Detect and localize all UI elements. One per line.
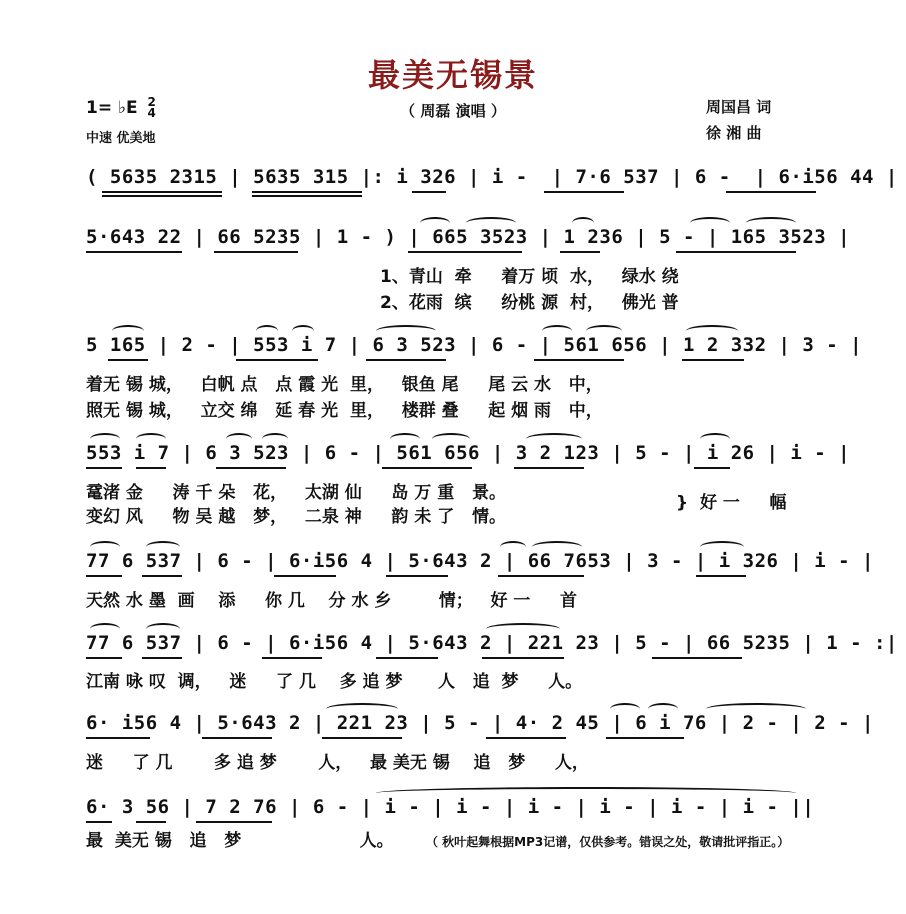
tempo-marking: 中速 优美地 <box>86 131 156 146</box>
notation-line-8: 6· 3 56 | 7 2 76 | 6 - | i - | i - | i - | i - | i - | i - || <box>86 796 822 846</box>
lyric-verse-2-line-1: 2、花雨 缤 纷桃 源 村， 佛光 普 <box>380 293 679 313</box>
notation-line-7: 6· i56 4 | 5·643 2 | 221 23 | 5 - | 4· 2 45 | 6 i 76 | 2 - | 2 - | <box>86 712 822 762</box>
singer-credit: （ 周磊 演唱 ） <box>400 102 506 120</box>
lyric-verse-1-line-1: 1、青山 牵 着万 顷 水， 绿水 绕 <box>380 267 679 287</box>
lyric-verse-1-line-3: 鼋渚 金 涛 千 朵 花， 太湖 仙 岛 万 重 景。 <box>86 483 506 503</box>
notation-line-5: 77 6 537 | 6 - | 6·i56 4 | 5·643 2 | 66 7653 | 3 - | i 326 | i - | <box>86 550 822 600</box>
lyric-line-7: 迷 了 几 多 追 梦 人， 最 美无 锡 追 梦 人， <box>86 753 589 773</box>
notation-line-4: 553 i 7 | 6 3 523 | 6 - | 561 656 | 3 2 123 | 5 - | i 26 | i - | <box>86 442 822 492</box>
composer-credit: 徐 湘 曲 <box>706 124 762 142</box>
lyric-verse-1-line-2: 着无 锡 城， 白帆 点 点 霞 光 里， 银鱼 尾 尾 云 水 中， <box>86 375 603 395</box>
notation-line-1: ( 5635 2315 | 5635 315 |: i 326 | i - | 7·6 537 | 6 - | 6·i56 44 | <box>86 166 822 216</box>
notation-line-6: 77 6 537 | 6 - | 6·i56 4 | 5·643 2 | 221 23 | 5 - | 66 5235 | 1 - :| <box>86 632 822 682</box>
lyric-line-6: 江南 咏 叹 调， 迷 了 几 多 追 梦 人 追 梦 人。 <box>86 672 583 692</box>
lyric-verse-2-line-2: 照无 锡 城， 立交 绵 延 春 光 里， 楼群 叠 起 烟 雨 中， <box>86 401 603 421</box>
time-signature: 2 4 <box>147 95 156 120</box>
transcription-note: （ 秋叶起舞根据MP3记谱，仅供参考。错误之处，敬请批评指正。） <box>426 835 790 849</box>
lyric-line-5: 天然 水 墨 画 添 你 几 分 水 乡 情； 好 一 首 <box>86 591 577 611</box>
key-signature <box>86 97 156 119</box>
lyric-bridge-1: } 好 一 幅 <box>676 493 787 513</box>
key-label: 1= ♭E <box>86 98 138 118</box>
lyric-verse-2-line-3: 变幻 风 物 吴 越 梦， 二泉 神 韵 未 了 情。 <box>86 507 506 527</box>
notation-line-2: 5·643 22 | 66 5235 | 1 - ) | 665 3523 | 1 236 | 5 - | 165 3523 | <box>86 226 822 276</box>
song-title: 最美无锡景 <box>367 56 538 94</box>
lyricist-credit: 周国昌 词 <box>706 98 772 116</box>
notation-line-3: 5 165 | 2 - | 553 i 7 | 6 3 523 | 6 - | 561 656 | 1 2 332 | 3 - | <box>86 334 822 384</box>
lyric-line-8: 最 美无 锡 追 梦 人。 <box>86 831 394 851</box>
